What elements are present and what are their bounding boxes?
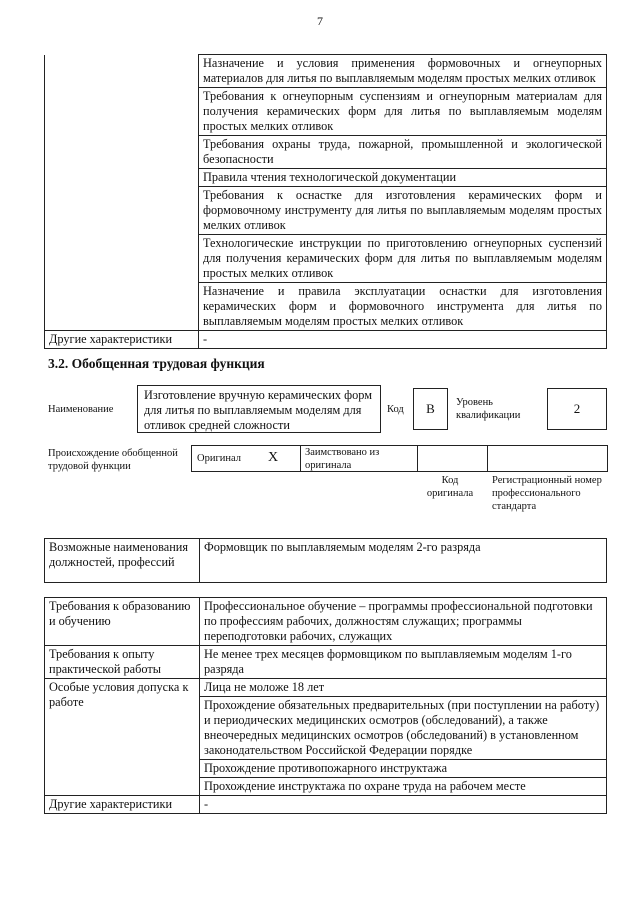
condition-item: Лица не моложе 18 лет	[200, 679, 607, 697]
education-value: Профессиональное обучение – программы профессиональной подготовки по профессиям рабочих, должностям служащих; программы переподготовки рабочих, служащих	[200, 598, 607, 646]
condition-item: Прохождение обязательных предварительных (при поступлении на работу) и периодических медицинских осмотров (обследований), а также внеочередных медицинских осмотров (обследований) в установленном законодательством Российской Федерации порядке	[200, 697, 607, 760]
original-label: Оригинал	[197, 453, 241, 464]
section-title: 3.2. Обобщенная трудовая функция	[48, 356, 265, 371]
knowledge-table	[44, 54, 607, 349]
code-original-caption: Код оригинала	[426, 475, 474, 499]
code-label: Код	[387, 404, 404, 415]
function-name-box: Изготовление вручную керамических форм для литья по выплавляемым моделям для отливок средней сложности	[137, 385, 381, 433]
divider	[487, 445, 488, 472]
other-characteristics-value: -	[200, 796, 607, 814]
table-row: Технологические инструкции по приготовлению огнеупорных суспензий для получения керамических форм для литья по выплавляемым моделям простых мелких отливок	[199, 235, 607, 283]
conditions-label: Особые условия допуска к работе	[45, 679, 200, 796]
condition-item: Прохождение инструктажа по охране труда на рабочем месте	[200, 778, 607, 796]
table-row: Правила чтения технологической документации	[199, 169, 607, 187]
divider	[417, 445, 418, 472]
table-row: Назначение и правила эксплуатации оснастки для изготовления керамических форм и формовочного инструмента для литья по выплавляемым моделям простых мелких отливок	[199, 283, 607, 331]
reg-number-caption: Регистрационный номер профессионального стандарта	[492, 475, 602, 512]
other-characteristics-label: Другие характеристики	[45, 331, 199, 349]
condition-item: Прохождение противопожарного инструктажа	[200, 760, 607, 778]
level-label: Уровень квалификации	[456, 397, 521, 421]
positions-label: Возможные наименования должностей, профессий	[45, 539, 200, 583]
borrowed-label: Заимствовано из оригинала	[305, 447, 380, 471]
divider	[300, 445, 301, 472]
positions-value: Формовщик по выплавляемым моделям 2-го разряда	[200, 539, 607, 583]
experience-value: Не менее трех месяцев формовщиком по выплавляемым моделям 1-го разряда	[200, 646, 607, 679]
requirements-table	[44, 597, 607, 814]
origin-label: Происхождение обобщенной трудовой функции	[48, 448, 178, 472]
experience-label: Требования к опыту практической работы	[45, 646, 200, 679]
original-mark: X	[268, 450, 279, 465]
positions-table	[44, 538, 607, 583]
empty-label-cell	[45, 55, 199, 331]
level-value-box: 2	[547, 388, 607, 430]
other-characteristics-label: Другие характеристики	[45, 796, 200, 814]
code-value-box: B	[413, 388, 448, 430]
table-row: Требования к огнеупорным суспензиям и огнеупорным материалам для получения керамических форм для литья по выплавляемым моделям простых мелких отливок	[199, 88, 607, 136]
table-row: Требования к оснастке для изготовления керамических форм и формовочному инструменту для литья по выплавляемым моделям простых мелких отливок	[199, 187, 607, 235]
other-characteristics-value: -	[199, 331, 607, 349]
education-label: Требования к образованию и обучению	[45, 598, 200, 646]
page-number: 7	[317, 14, 323, 28]
table-row: Требования охраны труда, пожарной, промышленной и экологической безопасности	[199, 136, 607, 169]
name-label: Наименование	[48, 404, 114, 415]
table-row: Назначение и условия применения формовочных и огнеупорных материалов для литья по выплавляемым моделям простых мелких отливок	[199, 55, 607, 88]
